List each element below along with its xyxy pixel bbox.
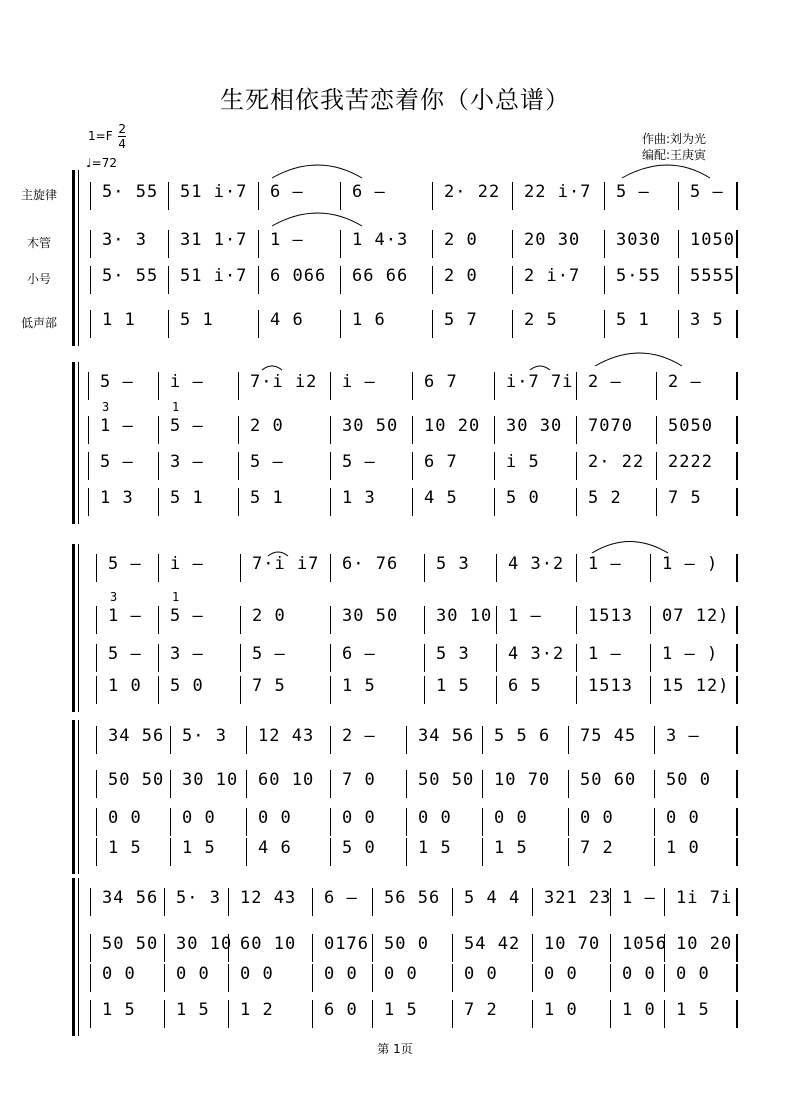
harmony-note: 3 [102,400,110,414]
measure: 0 0 [622,964,656,984]
measure: 34 56 [102,888,159,908]
measure: 1 5 [384,1000,418,1020]
slur [262,366,282,370]
measure: 1 2 [240,1000,274,1020]
measure: 1 5 [494,838,528,858]
page-title: 生死相依我苦恋着你（小总谱） [220,86,570,114]
measure: 5 – [616,182,650,202]
measure: 1 5 [436,676,470,696]
measure: i – [342,372,376,392]
measure: i 5 [506,452,540,472]
measure: 1 – [588,644,622,664]
measure: 2 – [342,726,376,746]
measure: 0 0 [342,808,376,828]
slur [272,165,362,178]
measure: 0 0 [258,808,292,828]
measure: 3030 [616,230,661,250]
measure: 5 – [342,452,376,472]
measure: 10 70 [494,770,551,790]
measure: 5 – [100,372,134,392]
measure: 2 0 [444,230,478,250]
measure: 1 0 [108,676,142,696]
measure: 1 – [100,416,134,436]
slur [530,366,550,370]
measure: 5 – [690,182,724,202]
harmony-note: 3 [110,590,118,604]
instrument-label: 小号 [26,272,51,286]
measure: 60 10 [240,934,297,954]
measure: 1513 [588,606,633,626]
measure: 3 – [170,452,204,472]
measure: 7·i i7 [252,554,320,574]
measure: 60 10 [258,770,315,790]
measure: 4 5 [424,488,458,508]
measure: 5 7 [444,310,478,330]
measure: 50 0 [384,934,429,954]
slur [622,165,710,178]
measure: i·7 7i [506,372,574,392]
measure: 6 066 [270,266,327,286]
measure: 5 – [252,644,286,664]
measure: 1513 [588,676,633,696]
measure: 10 70 [544,934,601,954]
measure: 2 0 [250,416,284,436]
measure: 56 56 [384,888,441,908]
measure: 30 50 [342,416,399,436]
measure: 0 0 [384,964,418,984]
measure: 1 1 [102,310,136,330]
measure: 1050 [690,230,735,250]
measure: 0176 [324,934,369,954]
measure: 1 0 [666,838,700,858]
measure: 0 0 [544,964,578,984]
measure: 0 0 [102,964,136,984]
measure: 5· 3 [182,726,227,746]
measure: 34 56 [108,726,165,746]
measure: 15 12) [662,676,730,696]
measure: 6· 76 [342,554,399,574]
measure: 0 0 [240,964,274,984]
measure: 50 0 [666,770,711,790]
measure: 6 5 [508,676,542,696]
measure: 2 i·7 [524,266,581,286]
measure: 1 0 [544,1000,578,1020]
measure: 0 0 [418,808,452,828]
measure: 1 3 [100,488,134,508]
measure: 6 0 [324,1000,358,1020]
measure: 1 5 [676,1000,710,1020]
measure: 12 43 [258,726,315,746]
measure: 5050 [668,416,713,436]
measure: 0 0 [176,964,210,984]
measure: 5 3 [436,644,470,664]
measure: 5 1 [180,310,214,330]
measure: 10 20 [676,934,733,954]
measure: 5 2 [588,488,622,508]
measure: 5 – [108,554,142,574]
measure: 5 4 4 [464,888,521,908]
measure: 3 5 [690,310,724,330]
measure: 7·i i2 [250,372,318,392]
measure: 2 0 [252,606,286,626]
measure: 0 0 [676,964,710,984]
measure: 1 5 [102,1000,136,1020]
measure: 6 7 [424,452,458,472]
measure: i – [170,554,204,574]
measure: 1 – ) [662,644,719,664]
measure: 3 – [170,644,204,664]
measure: 1 – [508,606,542,626]
measure: 5· 3 [176,888,221,908]
measure: 1 5 [108,838,142,858]
harmony-note: 1 [172,400,180,414]
measure: 0 0 [108,808,142,828]
measure: 1 0 [622,1000,656,1020]
measure: 22 i·7 [524,182,592,202]
measure: 4 3·2 [508,554,565,574]
measure: 20 30 [524,230,581,250]
measure: i – [170,372,204,392]
tempo-mark: ♩=72 [86,156,117,170]
measure: 4 6 [270,310,304,330]
harmony-note: 1 [172,590,180,604]
measure: 4 6 [258,838,292,858]
measure: 1 – [588,554,622,574]
slur [595,353,682,366]
measure: 1 – [108,606,142,626]
instrument-label: 低声部 [20,316,57,330]
page-number: 第 1页 [377,1042,413,1056]
measure: 7 2 [580,838,614,858]
measure: 2 5 [524,310,558,330]
measure: 30 50 [342,606,399,626]
key-label: 1=F [88,129,113,143]
measure: 7070 [588,416,633,436]
measure: 30 10 [436,606,493,626]
measure: 1 5 [418,838,452,858]
measure: 75 45 [580,726,637,746]
measure: 50 50 [102,934,159,954]
measure: 1 – [270,230,304,250]
measure: 5 0 [506,488,540,508]
measure: 1 – ) [662,554,719,574]
time-denominator: 4 [118,137,127,151]
measure: 66 66 [352,266,409,286]
measure: 7 2 [464,1000,498,1020]
measure: 2 – [668,372,702,392]
measure: 31 1·7 [180,230,248,250]
measure: 0 0 [666,808,700,828]
measure: 1 6 [352,310,386,330]
measure: 1 3 [342,488,376,508]
measure: 1 5 [342,676,376,696]
measure: 5· 55 [102,182,159,202]
measure: 30 10 [182,770,239,790]
measure: 51 i·7 [180,266,248,286]
measure: 0 0 [494,808,528,828]
slur [268,552,288,556]
measure: 0 0 [580,808,614,828]
measure: 10 20 [424,416,481,436]
measure: 5 – [170,606,204,626]
measure: 6 – [352,182,386,202]
measure: 4 3·2 [508,644,565,664]
measure: 50 60 [580,770,637,790]
measure: 0 0 [324,964,358,984]
slur [272,213,362,226]
measure: 1 5 [182,838,216,858]
measure: 51 i·7 [180,182,248,202]
measure: 30 30 [506,416,563,436]
measure: 2 – [588,372,622,392]
measure: 2 0 [444,266,478,286]
measure: 3· 3 [102,230,147,250]
measure: 7 0 [342,770,376,790]
measure: 1 4·3 [352,230,409,250]
measure: 5 5 6 [494,726,551,746]
measure: 6 7 [424,372,458,392]
measure: 0 0 [182,808,216,828]
measure: 1056 [622,934,667,954]
measure: 12 43 [240,888,297,908]
measure: 6 – [270,182,304,202]
measure: 5 – [100,452,134,472]
measure: 5555 [690,266,735,286]
measure: 5 0 [170,676,204,696]
measure: 50 50 [418,770,475,790]
measure: 7 5 [668,488,702,508]
measure: 1 5 [176,1000,210,1020]
measure: 2222 [668,452,713,472]
measure: 07 12) [662,606,730,626]
measure: 5 – [108,644,142,664]
measure: 50 50 [108,770,165,790]
instrument-label: 主旋律 [20,188,57,202]
time-numerator: 2 [118,122,127,136]
measure: 5 1 [616,310,650,330]
measure: 5 1 [170,488,204,508]
measure: 34 56 [418,726,475,746]
arranger-credit: 编配:王庚寅 [642,148,707,162]
measure: 7 5 [252,676,286,696]
measure: 5 1 [250,488,284,508]
measure: 321 23 [544,888,612,908]
measure: 30 10 [176,934,233,954]
measure: 2· 22 [444,182,501,202]
instrument-label: 木管 [26,236,51,250]
composer-credit: 作曲:刘为光 [642,132,707,146]
measure: 5 – [170,416,204,436]
measure: 1i 7i [676,888,733,908]
measure: 2· 22 [588,452,645,472]
measure: 5· 55 [102,266,159,286]
measure: 5 0 [342,838,376,858]
measure: 5 – [250,452,284,472]
measure: 5 3 [436,554,470,574]
measure: 54 42 [464,934,521,954]
measure: 1 – [622,888,656,908]
measure: 6 – [342,644,376,664]
measure: 0 0 [464,964,498,984]
slur [592,542,668,554]
measure: 5·55 [616,266,661,286]
measure: 6 – [324,888,358,908]
measure: 3 – [666,726,700,746]
